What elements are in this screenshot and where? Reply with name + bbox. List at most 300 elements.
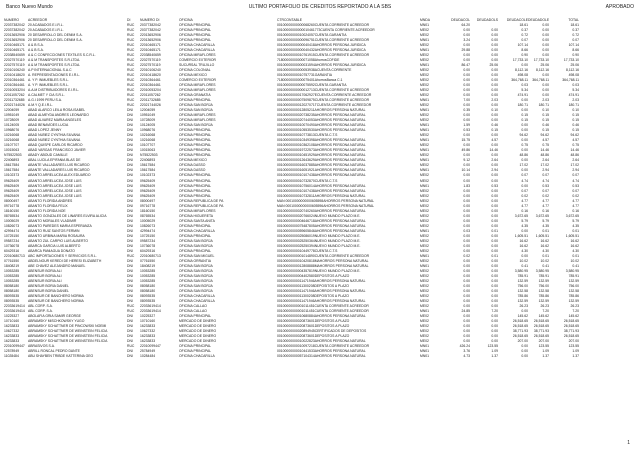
table-cell: 0.00: [521, 344, 528, 349]
table-cell: 5.34: [521, 88, 528, 93]
table-cell: 22010680713: [140, 253, 161, 258]
table-cell: 0.00: [491, 318, 498, 323]
table-cell: 10725150: [140, 233, 156, 238]
table-cell: RUC: [127, 103, 135, 108]
table-cell: OFICINA ORRANTIA: [179, 258, 212, 263]
table-cell: 0.00: [491, 283, 498, 288]
table-cell: OFICINA PRINCIPAL: [179, 98, 212, 103]
table-cell: 09625409: [4, 188, 20, 193]
table-cell: 10053285: [4, 268, 20, 273]
table-cell: 0.00: [463, 193, 470, 198]
table-cell: 0.02: [463, 253, 470, 258]
table-cell: OFICINA MIRAFLORES: [179, 53, 216, 58]
table-cell: DNI: [127, 283, 133, 288]
table-cell: 00100000000010349398AHORROS PERSONA NATURAL: [277, 138, 366, 143]
table-cell: DNI: [127, 188, 133, 193]
table-cell: 26,518.65: [512, 318, 528, 323]
table-cell: ABENSUR BORIA ALI: [28, 268, 62, 273]
table-cell: A.P INTERNACIONAL S.A.C: [28, 68, 72, 73]
table-cell: 1.59: [463, 123, 470, 128]
table-cell: 7.20: [542, 308, 549, 313]
table-cell: 22021744026: [140, 103, 161, 108]
table-cell: 10.02: [519, 258, 528, 263]
table-cell: 0.00: [463, 133, 470, 138]
table-cell: 0.03: [572, 83, 579, 88]
table-cell: 0.00: [542, 28, 549, 33]
table-cell: A.G.I 1999 PERU S.A.: [28, 98, 62, 103]
table-cell: ME02: [420, 113, 429, 118]
table-cell: 00100000000010732870CUENTA C.T.S: [277, 178, 338, 183]
table-cell: 22033619414: [140, 308, 161, 313]
table-cell: 207.00: [517, 339, 528, 343]
table-cell: ABANTO ARRELUCEA JOSE LUIS: [28, 178, 82, 183]
table-cell: ME02: [420, 43, 429, 48]
table-body: [4, 23, 636, 359]
table-cell: OFICINA SAN BORJA: [179, 288, 213, 293]
table-cell: 20 ACABADOS E.I.R.L.: [28, 28, 64, 33]
table-cell: OFICINA SAN BORJA: [179, 243, 213, 248]
table-cell: 785.91: [538, 273, 549, 278]
table-cell: 10216068: [4, 138, 20, 143]
table-cell: 00100000000010362108AHORROS PERSONA NATURAL: [277, 143, 366, 148]
table-cell: OFICINA PRINCIPAL: [179, 133, 212, 138]
table-cell: 09625409: [4, 193, 20, 198]
table-cell: ABE CHAVEZ ALEJANDRO MANUEL: [28, 263, 86, 268]
table-cell: 26.23: [570, 303, 579, 308]
table-cell: 18160150: [140, 208, 156, 213]
table-cell: 1.37: [491, 354, 498, 359]
table-cell: OFICINA PRINCIPAL: [179, 33, 212, 38]
table-cell: 25.06: [540, 63, 549, 68]
table-cell: RUC: [127, 53, 135, 58]
table-cell: OFICINA GRANATIA: [179, 93, 211, 98]
table-cell: 0.00: [463, 103, 470, 108]
table-cell: A & M TRANSPORTES S.R.LTDA.: [28, 58, 81, 63]
table-cell: MN01: [420, 168, 430, 173]
table-cell: OFICINA CHACARILLA: [179, 228, 215, 233]
table-cell: ME02: [420, 33, 429, 38]
table-cell: RUC: [127, 73, 135, 78]
table-cell: 00100000000000096751CUENTA CORRIENTE ACREEDOR: [277, 38, 370, 43]
table-cell: ME02: [420, 118, 429, 123]
table-cell: 0.37: [521, 28, 528, 33]
table-cell: 22038540659: [140, 53, 161, 58]
table-cell: RUC: [127, 253, 135, 258]
table-cell: 0.00: [463, 298, 470, 303]
table-cell: 1.83: [463, 183, 470, 188]
table-cell: 12578949: [4, 349, 20, 354]
table-cell: 3,672.65: [535, 213, 549, 218]
table-cell: 0.00: [463, 178, 470, 183]
table-cell: OFICINA PRINCIPAL: [179, 233, 212, 238]
table-cell: ABANTO URBINA MARIA ROSAURA: [28, 233, 85, 238]
table-cell: 4.77: [542, 203, 549, 208]
table-cell: 4.57: [572, 138, 579, 143]
table-cell: ME02: [420, 103, 429, 108]
table-cell: ABENSUR DE BANCHERO NORMA: [28, 298, 84, 303]
table-cell: 10728009: [4, 118, 20, 123]
table-cell: RUC: [127, 28, 135, 33]
table-cell: MN01: [420, 123, 430, 128]
table-cell: 132.59: [517, 298, 528, 303]
table-cell: 0.75: [542, 143, 549, 148]
column-header: DI: [127, 18, 131, 22]
table-cell: ABC IMPORTACIONES Y SERVICIOS S.R.L.: [28, 253, 97, 258]
table-cell: 08058180: [140, 288, 156, 293]
table-cell: 11028484: [4, 354, 19, 359]
table-cell: 2.03: [491, 98, 498, 103]
table-cell: ABL CORP. S.A.: [28, 303, 53, 308]
table-cell: DNI: [127, 313, 133, 318]
column-header: OFICINA: [179, 18, 193, 22]
table-cell: 38,771.93: [533, 328, 549, 333]
table-cell: OFICINA MIRAFLORES: [179, 208, 216, 213]
table-cell: 26,518.65: [512, 333, 528, 338]
table-cell: 364,768.11: [511, 78, 528, 83]
table-cell: 0.00: [491, 263, 498, 268]
table-cell: 756.00: [538, 283, 549, 288]
table-cell: 0.00: [491, 143, 498, 148]
table-cell: 00100000000020894945CERTIFICADOS DE DEPOSITOS: [277, 328, 367, 333]
table-cell: 3,672.65: [514, 213, 528, 218]
table-cell: 785.86: [568, 293, 579, 298]
table-cell: 0.00: [463, 93, 470, 98]
table-cell: 0.00: [521, 228, 528, 233]
table-cell: 00100000000025250394NUEVO MUNDO PLAZO M.E.: [277, 243, 361, 248]
table-cell: 22010418620: [140, 73, 161, 78]
table-cell: OFICINA MEXICO: [179, 73, 207, 78]
column-header: ACREEDOR: [28, 18, 48, 22]
table-cell: 0.07: [521, 188, 528, 193]
table-cell: 0.00: [542, 48, 549, 53]
table-row: [4, 354, 636, 359]
table-cell: 00100000000010761915CUENTA CORRIENTE ACREEDOR: [277, 53, 370, 58]
table-cell: 26,518.65: [533, 333, 549, 338]
table-cell: RUC: [127, 38, 135, 43]
table-cell: 07761550: [140, 258, 156, 263]
column-header: NUMERO DI: [140, 18, 160, 22]
table-cell: 94.62: [540, 133, 549, 138]
table-cell: 132.59: [538, 278, 549, 283]
table-cell: 71800000000000075401AhorrosBanca C.1: [277, 78, 343, 83]
table-cell: 123.55: [538, 344, 549, 349]
table-cell: 60429316: [4, 248, 20, 253]
table-cell: 0.15: [491, 128, 498, 133]
table-cell: 10627332: [4, 328, 20, 333]
table-cell: 0.90: [521, 53, 528, 58]
table-cell: 1.09: [542, 349, 549, 354]
table-cell: 0.00: [491, 173, 498, 178]
table-cell: A.CALMET Y CIA S.R.L.: [28, 93, 65, 98]
table-cell: OFICINA SAN BORJA: [179, 108, 213, 113]
table-cell: 0.00: [463, 313, 470, 318]
table-cell: 00100000000010680884AHORROS PERSONA NATURAL: [277, 313, 366, 318]
table-cell: 0.46: [572, 123, 579, 128]
table-cell: 48.86: [519, 153, 528, 158]
table-cell: 0.00: [491, 78, 498, 83]
table-cell: 2.03: [572, 98, 579, 103]
table-cell: RUC: [127, 98, 135, 103]
table-cell: ABAD ALMEYDA ANDRES LEONARDO: [28, 113, 89, 118]
table-cell: 22010465171: [140, 48, 161, 53]
table-cell: 4.77: [572, 198, 579, 203]
table-cell: 22010364461: [4, 83, 25, 88]
table-cell: 26.23: [519, 303, 528, 308]
table-cell: 0.90: [572, 53, 579, 58]
table-cell: OFICINA SAN BORJA: [179, 123, 213, 128]
table-cell: OFICINA SAN BORJA: [179, 103, 213, 108]
table-cell: 22027570119: [4, 58, 25, 63]
table-cell: ABAL LUCILA EPIFANIA BLAS DE: [28, 158, 81, 163]
table-cell: A. REPRESENTACIONES E.I.R.L.: [28, 73, 81, 78]
table-cell: 00100000000025250364NUEVO MUNDO PLAZO M.E.: [277, 238, 361, 243]
table-cell: 0.00: [463, 78, 470, 83]
table-cell: ME02: [420, 83, 429, 88]
table-cell: OFICINA SAN BORJA: [179, 273, 213, 278]
table-cell: 00100000000000053938ACUENTA CORRIENTE: [277, 68, 352, 73]
table-cell: 0.00: [463, 223, 470, 228]
table-cell: ABAD BENAVIDES LUCIA: [28, 123, 69, 128]
table-cell: 17,733.10: [512, 58, 528, 63]
table-cell: 0.00: [521, 63, 528, 68]
table-cell: ME02: [420, 278, 429, 283]
table-cell: 00100000000016051921AHORROS PERSONA NATURAL: [277, 168, 366, 173]
table-cell: MN01: [420, 354, 430, 359]
table-cell: ABOLAFIA GRIA SAMIR GEORGE: [28, 313, 81, 318]
table-cell: 22010053204: [4, 88, 25, 93]
table-cell: ME02: [420, 268, 429, 273]
table-cell: 4.73: [463, 354, 470, 359]
table-cell: 08093535: [140, 298, 156, 303]
table-cell: 38,771.93: [512, 328, 528, 333]
table-cell: 20 ACABADOS E.I.R.L.: [28, 23, 64, 28]
table-cell: MN01: [420, 228, 430, 233]
table-cell: 0.00: [463, 198, 470, 203]
table-cell: 10015063: [4, 148, 20, 153]
table-cell: 0.00: [491, 238, 498, 243]
table-cell: 10.02: [570, 258, 579, 263]
table-cell: ABANTO RUIZ SANTOS FERMIN: [28, 228, 80, 233]
table-cell: 00100000000012805211AHORROS PERSONA NATURAL: [277, 108, 366, 113]
table-cell: 0.00: [463, 339, 470, 343]
table-cell: 0.53: [572, 183, 579, 188]
table-cell: 0.00: [463, 268, 470, 273]
table-cell: 364,768.11: [532, 78, 549, 83]
table-cell: DNI: [127, 193, 133, 198]
table-cell: ABARCA PANIAGUA DONATO: [28, 248, 75, 253]
table-cell: 8.66: [572, 48, 579, 53]
table-cell: 0.53: [542, 183, 549, 188]
table-cell: N75522503: [4, 153, 22, 158]
table-cell: 22013652906: [140, 33, 161, 38]
table-cell: 4.77: [521, 203, 528, 208]
table-cell: 0.00: [463, 218, 470, 223]
table-cell: RUC: [127, 43, 135, 48]
table-cell: 207.00: [538, 339, 549, 343]
table-cell: 22027570119: [140, 63, 161, 68]
table-cell: 0.00: [521, 148, 528, 153]
column-header: DEUDADOLE: [528, 18, 549, 22]
table-cell: ABANTE VALLADARES LUIS RICARDO: [28, 163, 90, 168]
table-cell: OFICINA MIRAFLORES: [179, 88, 216, 93]
table-cell: 0.00: [521, 98, 528, 103]
table-cell: 26,518.65: [563, 318, 579, 323]
table-cell: 00100000000007509875CUENTA CORRIENTE ACREEDOR: [277, 98, 370, 103]
table-cell: 08000497: [140, 198, 156, 203]
table-cell: ME02: [420, 339, 429, 343]
table-cell: 0.00: [463, 303, 470, 308]
table-cell: 0.46: [542, 123, 549, 128]
table-cell: 0.00: [491, 113, 498, 118]
table-cell: OFICINA PRINCIPAL: [179, 128, 212, 133]
table-cell: OFICINA CALLAO: [179, 303, 207, 308]
table-cell: 0.00: [521, 168, 528, 173]
table-cell: 22011732685: [140, 98, 161, 103]
table-cell: 0.41: [572, 263, 579, 268]
table-cell: 10968076: [4, 128, 20, 133]
table-cell: 0.00: [491, 43, 498, 48]
table-cell: 0.00: [463, 28, 470, 33]
table-cell: 0.00: [542, 53, 549, 58]
table-cell: OFICINA PRINCIPAL: [179, 23, 212, 28]
table-cell: 785.86: [517, 293, 528, 298]
table-cell: MN01: [420, 148, 430, 153]
table-cell: 0.00: [491, 33, 498, 38]
table-cell: OFICINA PRINCIPAL: [179, 344, 212, 349]
table-cell: 22033619414: [4, 308, 25, 313]
table-cell: ABANTE VALLADARES LUIS RICARDO: [28, 168, 90, 173]
table-cell: 10124005: [140, 123, 156, 128]
table-cell: 474.91: [568, 93, 579, 98]
table-cell: 22010099447: [4, 344, 25, 349]
table-cell: 08093535: [140, 293, 156, 298]
table-cell: MN01: [420, 344, 430, 349]
table-cell: 22013652906: [140, 38, 161, 43]
table-cell: ABAD ALVAREZ MARIA ANGELES: [28, 118, 82, 123]
table-cell: ABANTO ARRELUCEA JOSE LUIS: [28, 183, 82, 188]
table-cell: ME02: [420, 28, 429, 33]
table-cell: ABRAMSKY SCHATTNER DE WEINSTEIN FELICIA: [28, 339, 108, 343]
table-cell: 00100000000020766024NUEVO MUNDO PLAZO M.E.: [277, 213, 361, 218]
table-cell: DNI: [127, 148, 133, 153]
column-header: CTRCONTABLE: [277, 18, 302, 22]
table-cell: 0.00: [491, 178, 498, 183]
table-cell: ME02: [420, 313, 429, 318]
table-cell: 145.62: [517, 313, 528, 318]
table-cell: 14.46: [540, 148, 549, 153]
table-cell: 16233833: [140, 339, 156, 343]
table-cell: 0.00: [491, 118, 498, 123]
table-cell: DNI: [127, 223, 133, 228]
table-cell: DNI: [127, 354, 133, 359]
table-cell: MN01: [420, 158, 430, 163]
table-cell: 86.47: [461, 63, 470, 68]
table-cell: 498.08: [568, 73, 579, 78]
table-cell: 4.77: [542, 198, 549, 203]
table-cell: OFICINA PRINCIPAL: [179, 38, 212, 43]
column-header: NUMERO: [4, 18, 20, 22]
table-cell: 132.58: [568, 288, 579, 293]
table-cell: DNI: [127, 258, 133, 263]
table-cell: 22011057262: [140, 93, 161, 98]
table-cell: OFICINA PRINCIPAL: [179, 148, 212, 153]
table-cell: 10736078: [140, 243, 156, 248]
table-cell: DNI: [127, 349, 133, 354]
table-cell: 3,580.95: [565, 268, 579, 273]
table-cell: ABU SHAYBEN TRIBDE KATTERINA GEO: [28, 354, 94, 359]
table-cell: OFICINA PRINCIPAL: [179, 349, 212, 354]
table-cell: ABENSUR BORIA DANIEL: [28, 283, 69, 288]
table-cell: 00100000000004646718AHORROS PERSONA NATURAL: [277, 218, 366, 223]
table-cell: 4.74: [521, 178, 528, 183]
table-cell: ME02: [420, 53, 429, 58]
table-cell: 22010106240: [140, 68, 161, 73]
table-cell: MERCADO DE DINERO: [179, 328, 217, 333]
table-cell: 22010465171: [4, 43, 25, 48]
table-cell: 00100000000020738235AHORROS PERSONA NATURAL: [277, 113, 366, 118]
table-cell: ABANTO FLORIDA NOE: [28, 208, 66, 213]
table-cell: ABAD VARGAS FRANCISCO JAVIER: [28, 148, 86, 153]
table-cell: 22033619414: [140, 303, 161, 308]
table-cell: 0.00: [491, 218, 498, 223]
table-cell: 0.00: [463, 288, 470, 293]
table-cell: 5.34: [572, 88, 579, 93]
table-cell: ABANTO FLORIDA ANDRES: [28, 198, 73, 203]
table-cell: 0.00: [463, 43, 470, 48]
table-cell: 22010418620: [4, 73, 25, 78]
table-cell: 25.06: [489, 63, 498, 68]
table-cell: 0.75: [521, 143, 528, 148]
table-cell: DNI: [127, 168, 133, 173]
table-cell: RUC: [127, 33, 135, 38]
table-cell: 0.00: [463, 293, 470, 298]
table-cell: DNI: [127, 328, 133, 333]
table-cell: 00100000000057104314AHORROS PERSONA NATURAL: [277, 354, 366, 359]
table-cell: 10107707: [140, 143, 156, 148]
table-cell: ABRAMSKY SCHATTNER DE PINCOWSKI NOEMI: [28, 323, 107, 328]
table-cell: RUC: [127, 93, 135, 98]
table-cell: ABENSUR BORIA ALI: [28, 278, 62, 283]
table-cell: MN01: [420, 128, 430, 133]
table-cell: ME02: [420, 93, 429, 98]
table-cell: 00100000000010420818MAHORROS PERSONA NATURAL: [277, 258, 369, 263]
table-cell: 00100000000012027071TCUENTA CORRIENTE ACREEDOR: [277, 103, 372, 108]
table-cell: ABANTO ARRELUCEA JOSE LUIS: [28, 193, 82, 198]
table-cell: 0.01: [542, 228, 549, 233]
table-cell: 0.00: [491, 288, 498, 293]
table-cell: 0.00: [521, 349, 528, 354]
table-cell: 00100000000000075592CUENTA GARANTIA: [277, 83, 347, 88]
table-cell: 0.00: [491, 208, 498, 213]
table-cell: 00100000000011471946AHORROS PERSONA NATURAL: [277, 278, 366, 283]
table-cell: 20 DESARROLLO DEL DENIM S.A.: [28, 38, 83, 43]
table-cell: 14.46: [570, 148, 579, 153]
table-cell: 0.00: [542, 73, 549, 78]
table-cell: ME02: [420, 318, 429, 323]
table-cell: OFICINA CHACARILLA: [179, 43, 215, 48]
table-cell: 0.00: [463, 233, 470, 238]
table-cell: 20377382042: [140, 28, 161, 33]
table-cell: 132.58: [538, 288, 549, 293]
table-cell: ME02: [420, 73, 429, 78]
table-cell: 22038540659: [4, 53, 25, 58]
table-cell: ABENSUR BORIA DANIEL: [28, 288, 69, 293]
table-cell: 09625409: [140, 178, 156, 183]
table-cell: 0.00: [542, 38, 549, 43]
table-cell: 09716778: [140, 203, 156, 208]
table-cell: DNI: [127, 278, 133, 283]
table-cell: 7.20: [491, 308, 498, 313]
